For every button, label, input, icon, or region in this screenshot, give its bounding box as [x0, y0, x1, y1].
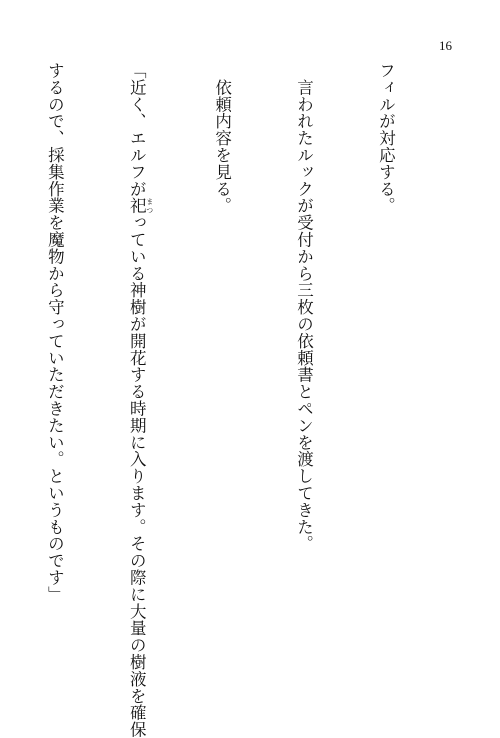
body-text: [45, 62, 454, 738]
page-number: 16: [439, 38, 452, 53]
text-line-4: 「近く、エルフが祀 まつっている神樹が開花する時期に入ります。その際に大量の樹液を確保: [127, 62, 154, 738]
text-line-3: 依頼内容を見る。: [212, 62, 232, 215]
text-line-1: フィルが対応する。: [376, 62, 396, 215]
text-line-2: 言われたルックが受付から三枚の依頼書とペンを渡してきた。: [294, 62, 314, 553]
ruby-matsu: 祀 まつ: [127, 197, 154, 215]
text-line-5: するので、採集作業を魔物から守っていただきたい。というものです」: [45, 62, 65, 603]
